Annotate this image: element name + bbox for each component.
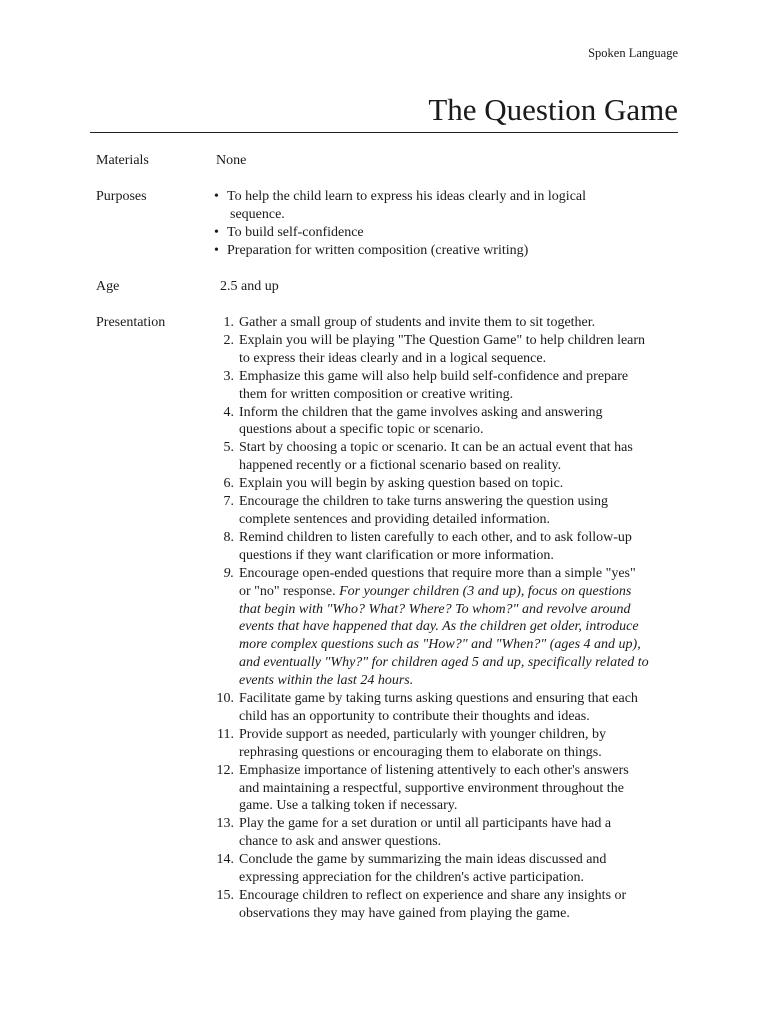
materials-value: None <box>216 153 247 168</box>
step-number: 1. <box>223 315 234 330</box>
list-item <box>216 314 650 332</box>
step-number: 5. <box>223 440 234 456</box>
step-number: 8. <box>223 529 234 545</box>
step-number: 12. <box>216 762 234 778</box>
list-item <box>216 404 650 440</box>
page-title: The Question Game <box>428 92 678 127</box>
step-text: Inform the children that the game involves asking and answering questions about a specific topic or scenario. <box>239 404 603 438</box>
list-item <box>216 690 650 726</box>
step-text: Explain you will be playing "The Question Game" to help children learn to express their ideas clearly and in a logical sequence. <box>239 332 646 366</box>
step-text: Encourage open-ended questions that require more than a simple "yes" or "no" response. <box>239 565 636 599</box>
list-item <box>216 887 650 923</box>
step-number: 6. <box>223 476 234 492</box>
step-text: Encourage children to reflect on experience and share any insights or observations they may have gained from playing the game. <box>239 888 627 921</box>
step-number: 15. <box>216 888 234 903</box>
step-text: Play the game for a set duration or until all participants have had a chance to ask and answer questions. <box>239 816 612 850</box>
step-text: Encourage the children to take turns answering the question using complete sentences and providing detailed information. <box>239 494 608 527</box>
list-item: • Preparation for written composition (creative writing) <box>214 242 624 260</box>
presentation-steps <box>216 314 650 923</box>
list-item <box>216 726 650 762</box>
step-number: 7. <box>223 494 234 510</box>
step-number: 3. <box>223 368 234 384</box>
list-item <box>216 475 650 493</box>
list-item <box>216 439 650 475</box>
list-item <box>216 762 650 816</box>
step-text: Provide support as needed, particularly with younger children, by rephrasing questions or encouraging them to elaborate on things. <box>239 726 607 760</box>
step-number: 4. <box>223 404 234 420</box>
step-text: Conclude the game by summarizing the main ideas discussed and expressing appreciation for the children's active participation. <box>239 852 607 886</box>
age-label: Age <box>96 279 120 294</box>
step-number: 9. <box>223 565 234 581</box>
list-item <box>216 493 650 529</box>
step-text: Facilitate game by taking turns asking questions and ensuring that each child has an opportunity to contribute their thoughts and ideas. <box>239 691 638 724</box>
purposes-label: Purposes <box>96 189 147 204</box>
step-number: 11. <box>217 726 234 742</box>
step-text: Emphasize this game will also help build self-confidence and prepare them for written composition or creative writing. <box>239 368 629 402</box>
list-item <box>216 565 650 690</box>
list-item: • To build self-confidence <box>214 224 624 242</box>
purposes-list <box>214 188 624 260</box>
section-header: Spoken Language <box>588 46 678 60</box>
list-item <box>216 529 650 565</box>
list-item <box>216 815 650 851</box>
age-value: 2.5 and up <box>220 279 279 294</box>
list-item <box>216 332 650 368</box>
step-text: Gather a small group of students and invite them to sit together. <box>239 315 596 330</box>
title-divider <box>90 132 678 133</box>
step-number: 14. <box>216 852 234 868</box>
step-text: Explain you will begin by asking question based on topic. <box>239 476 564 492</box>
step-number: 2. <box>223 332 234 348</box>
step-text: Emphasize importance of listening attentively to each other's answers and maintaining a respectful, supportive environment throughout the game. Use a talking token if necessary. <box>239 762 629 814</box>
step-number: 10. <box>216 691 234 707</box>
step-note: For younger children (3 and up), focus on questions that begin with "Who? What? Where? To whom?" and revolve around events that have happened that day. As the children get older, introduce more complex questions such as "How?" and "When?" (ages 4 and up), and eventually "Why?" for children aged 5 and up, specifically related to events within the last 24 hours. <box>239 583 649 689</box>
step-text: Start by choosing a topic or scenario. It can be an actual event that has happened recently or a fictional scenario based on reality. <box>239 440 633 474</box>
step-text: Remind children to listen carefully to each other, and to ask follow-up questions if they want clarification or more information. <box>239 529 632 563</box>
presentation-label: Presentation <box>96 315 166 330</box>
list-item <box>216 368 650 404</box>
list-item: • To help the child learn to express his ideas clearly and in logical sequence. <box>214 188 624 224</box>
step-number: 13. <box>216 816 234 832</box>
materials-label: Materials <box>96 153 149 168</box>
list-item <box>216 851 650 887</box>
